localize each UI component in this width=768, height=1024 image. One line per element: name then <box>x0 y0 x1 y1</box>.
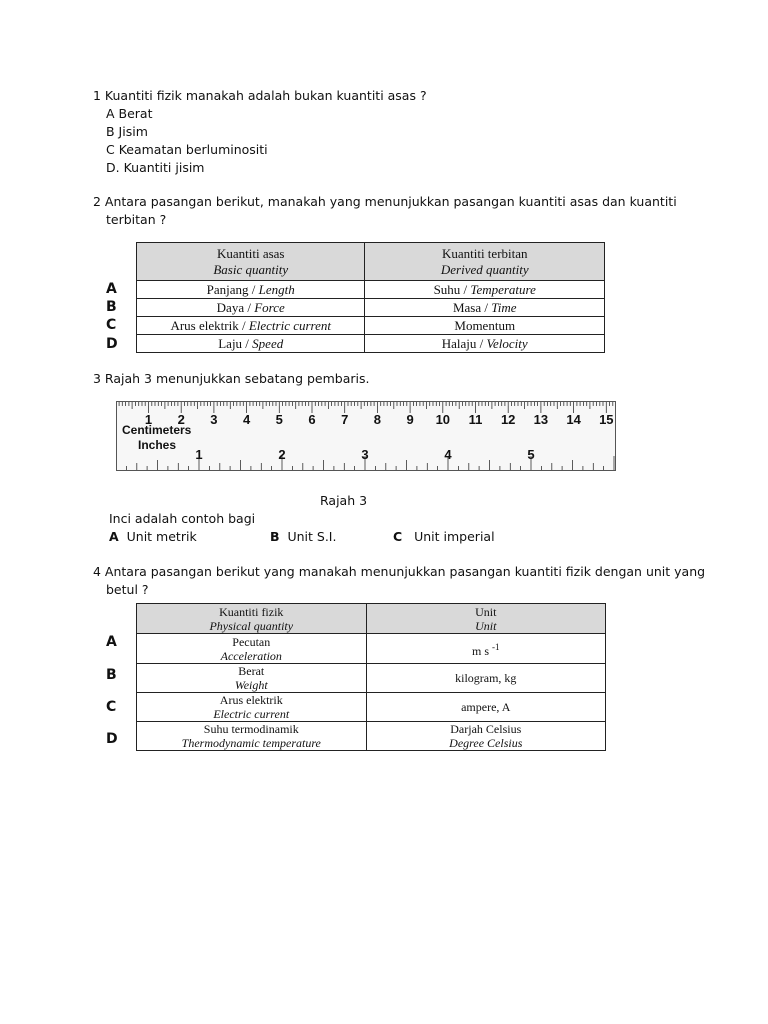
ruler-figure <box>116 401 616 471</box>
q2-header-basic-ms: Kuantiti asas <box>216 245 285 261</box>
q3-option-a: A Unit metrik <box>109 529 197 544</box>
q2-d-derived: Halaju / Velocity <box>365 335 605 353</box>
q4-row-letter-b: B <box>106 667 117 683</box>
ruler-cm-number: 11 <box>468 412 483 427</box>
q2-row-letter-c: C <box>106 317 117 333</box>
q2-c-derived: Momentum <box>365 317 605 335</box>
table-row <box>137 317 605 335</box>
ruler-inch-number: 4 <box>444 447 452 462</box>
q4-header-unit-ms: Unit <box>475 604 497 619</box>
ruler-cm-number: 2 <box>177 412 185 427</box>
q4-header-quantity-en: Physical quantity <box>209 618 294 633</box>
q2-header-derived-ms: Kuantiti terbitan <box>441 245 528 261</box>
ruler-inch-label: Inches <box>138 438 177 452</box>
question-4-stem-line1: 4 Antara pasangan berikut yang manakah menunjukkan pasangan kuantiti fizik dengan unit yang <box>93 564 706 579</box>
table-row <box>137 722 606 751</box>
q2-a-derived: Suhu / Temperature <box>365 281 605 299</box>
q4-d-quantity: Suhu termodinamik Thermodynamic temperature <box>137 722 367 751</box>
ruler-cm-number: 4 <box>242 412 251 427</box>
ruler-cm-number: 15 <box>599 412 614 427</box>
ruler-cm-number: 8 <box>373 412 382 427</box>
q4-row-letter-a: A <box>106 634 117 650</box>
q2-header-basic <box>137 243 365 281</box>
q4-header-quantity-ms: Kuantiti fizik <box>219 604 284 619</box>
question-2-stem <box>93 193 677 229</box>
q2-b-derived: Masa / Time <box>365 299 605 317</box>
ruler-inch-number: 1 <box>195 447 203 462</box>
q4-d-unit: Darjah Celsius Degree Celsius <box>366 722 605 751</box>
table-row <box>137 299 605 317</box>
q2-row-letter-b: B <box>106 299 117 315</box>
q2-row-letter-a: A <box>106 281 117 297</box>
q2-c-basic: Arus elektrik / Electric current <box>137 317 365 335</box>
table-row <box>137 281 605 299</box>
q2-header-derived <box>365 243 605 281</box>
ruler-cm-number: 10 <box>435 412 451 427</box>
q2-d-basic: Laju / Speed <box>137 335 365 353</box>
question-1 <box>93 87 427 177</box>
ruler-cm-number: 3 <box>210 412 218 427</box>
q2-table <box>136 242 605 353</box>
question-4-stem <box>93 563 705 599</box>
q4-header-unit-en: Unit <box>475 618 497 633</box>
table-row <box>137 693 606 722</box>
q2-b-basic: Daya / Force <box>137 299 365 317</box>
figure-caption: Rajah 3 <box>320 493 368 508</box>
question-2-stem-line2: terbitan ? <box>106 212 167 227</box>
table-row <box>137 335 605 353</box>
question-4-stem-line2: betul ? <box>106 582 149 597</box>
q1-option-a: A Berat <box>106 106 153 121</box>
q3-option-b: B Unit S.I. <box>270 529 337 544</box>
question-3-prompt: Inci adalah contoh bagi <box>109 511 256 526</box>
q4-a-unit: m s $^{-1}$ <box>366 634 605 664</box>
ruler-cm-label: Centimeters <box>122 423 192 437</box>
q4-table <box>136 603 606 751</box>
q1-option-d: D. Kuantiti jisim <box>106 160 205 175</box>
ruler-cm-number: 9 <box>406 412 414 427</box>
question-1-stem: 1 Kuantiti fizik manakah adalah bukan kuantiti asas ? <box>93 88 427 103</box>
q4-row-letter-c: C <box>106 699 117 715</box>
q4-c-quantity: Arus elektrik Electric current <box>137 693 367 722</box>
q4-a-quantity: Pecutan Acceleration <box>137 634 367 664</box>
ruler-cm-number: 6 <box>308 412 316 427</box>
q2-header-derived-en: Derived quantity <box>440 261 529 277</box>
question-3-stem: 3 Rajah 3 menunjukkan sebatang pembaris. <box>93 371 370 386</box>
q4-header-quantity <box>137 604 367 634</box>
q4-b-unit: kilogram, kg <box>366 664 605 693</box>
q2-row-letter-d: D <box>106 336 118 352</box>
ruler-inch-number: 5 <box>527 447 535 462</box>
q3-option-c: C Unit imperial <box>393 529 495 544</box>
ruler-inch-number: 2 <box>278 447 286 462</box>
q4-c-unit: ampere, A <box>366 693 605 722</box>
table-row <box>137 634 606 664</box>
ruler-cm-number: 7 <box>341 412 349 427</box>
ruler-cm-number: 5 <box>275 412 283 427</box>
q2-a-basic: Panjang / Length <box>137 281 365 299</box>
question-2-stem-line1: 2 Antara pasangan berikut, manakah yang menunjukkan pasangan kuantiti asas dan kuantiti <box>93 194 677 209</box>
ruler-cm-number: 12 <box>500 412 516 427</box>
q2-header-basic-en: Basic quantity <box>213 261 289 277</box>
ruler-cm-number: 13 <box>533 412 549 427</box>
q1-option-b: B Jisim <box>106 124 148 139</box>
q4-row-letter-d: D <box>106 731 118 747</box>
q1-option-c: C Keamatan berluminositi <box>106 142 268 157</box>
table-row <box>137 664 606 693</box>
ruler-inch-number: 3 <box>361 447 369 462</box>
ruler-cm-number: 1 <box>144 412 153 427</box>
ruler-cm-number: 14 <box>566 412 581 427</box>
q4-header-unit <box>366 604 605 634</box>
q4-b-quantity: Berat Weight <box>137 664 367 693</box>
